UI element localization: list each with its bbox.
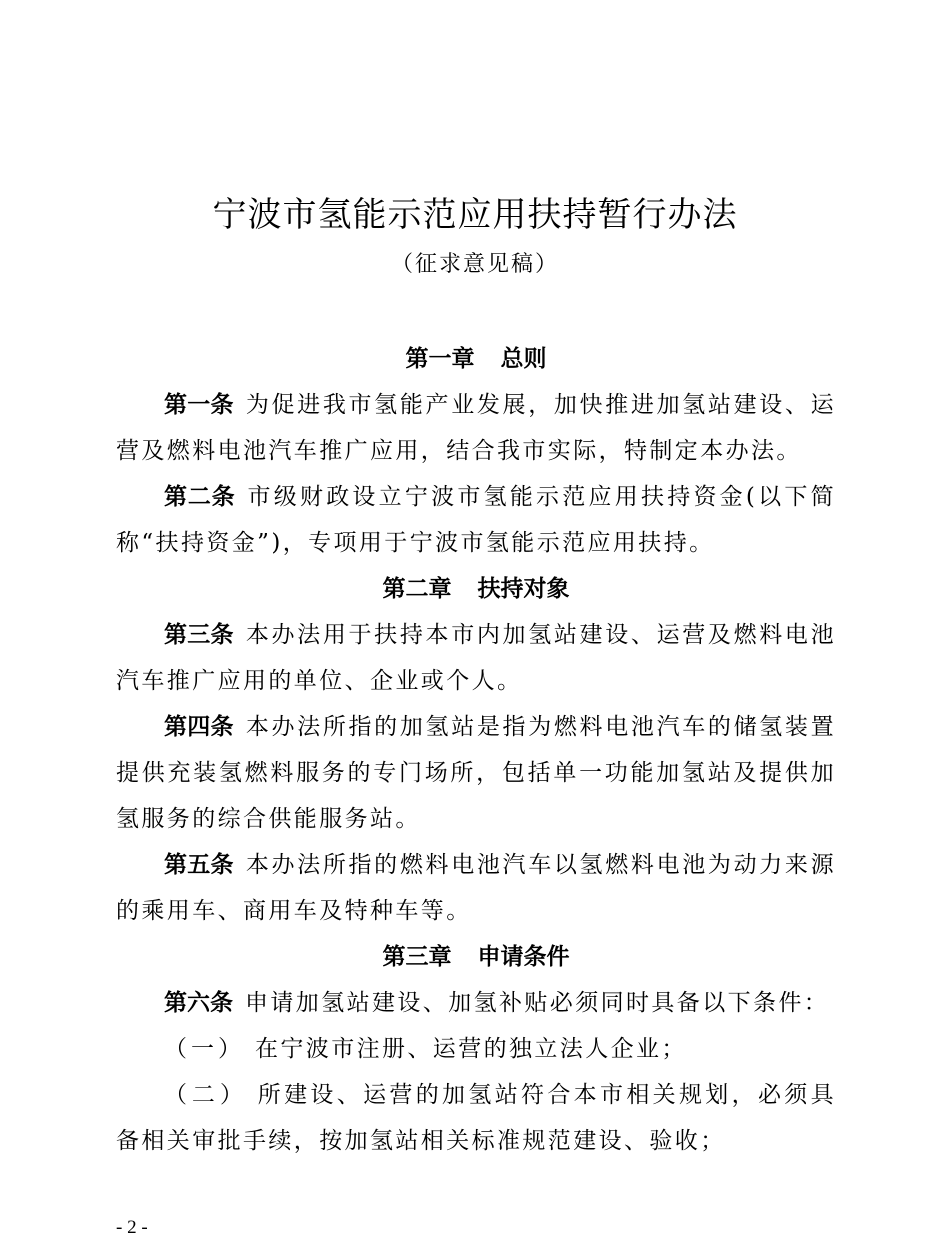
article-3: [116, 612, 836, 704]
chapter-name: 总则: [500, 346, 547, 372]
article-label: 第六条: [164, 990, 233, 1016]
article-4: [116, 704, 836, 842]
item-marker: （一）: [164, 1036, 245, 1062]
chapter-name: 扶持对象: [477, 576, 570, 602]
document-body: [116, 336, 836, 1164]
chapter-number: 第一章: [405, 346, 475, 372]
article-label: 第四条: [164, 714, 234, 740]
document-title: 宁波市氢能示范应用扶持暂行办法: [212, 195, 738, 235]
article-2: [116, 474, 836, 566]
article-text: 申请加氢站建设、加氢补贴必须同时具备以下条件：: [245, 990, 830, 1016]
chapter-heading-3: [116, 934, 836, 980]
article-5: [116, 842, 836, 934]
page-number: - 2 -: [116, 1217, 148, 1238]
condition-item-2: [116, 1072, 836, 1164]
article-label: 第二条: [164, 484, 236, 510]
chapter-heading-2: [116, 566, 836, 612]
chapter-name: 申请条件: [477, 944, 570, 970]
article-text: 本办法用于扶持本市内加氢站建设、运营及燃料电池汽车推广应用的单位、企业或个人。: [116, 622, 837, 694]
item-text: 所建设、运营的加氢站符合本市相关规划，必须具备相关审批手续，按加氢站相关标准规范建设、验收；: [116, 1082, 836, 1154]
article-label: 第三条: [164, 622, 234, 648]
article-6: [116, 980, 836, 1026]
article-text: 本办法所指的加氢站是指为燃料电池汽车的储氢装置提供充装氢燃料服务的专门场所，包括单一功能加氢站及提供加氢服务的综合供能服务站。: [116, 714, 837, 832]
chapter-number: 第三章: [382, 944, 452, 970]
condition-item-1: [116, 1026, 836, 1072]
item-text: 在宁波市注册、运营的独立法人企业；: [255, 1036, 687, 1062]
article-label: 第五条: [164, 852, 234, 878]
item-marker: （二）: [164, 1082, 248, 1108]
chapter-heading-1: [116, 336, 836, 382]
article-text: 本办法所指的燃料电池汽车以氢燃料电池为动力来源的乘用车、商用车及特种车等。: [116, 852, 837, 924]
article-1: [116, 382, 836, 474]
chapter-number: 第二章: [382, 576, 452, 602]
article-text: 市级财政设立宁波市氢能示范应用扶持资金(以下简称“扶持资金”)，专项用于宁波市氢能示范应用扶持。: [116, 484, 836, 556]
document-subtitle: （征求意见稿）: [390, 252, 559, 277]
article-label: 第一条: [164, 392, 234, 418]
article-text: 为促进我市氢能产业发展，加快推进加氢站建设、运营及燃料电池汽车推广应用，结合我市实际，特制定本办法。: [116, 392, 837, 464]
